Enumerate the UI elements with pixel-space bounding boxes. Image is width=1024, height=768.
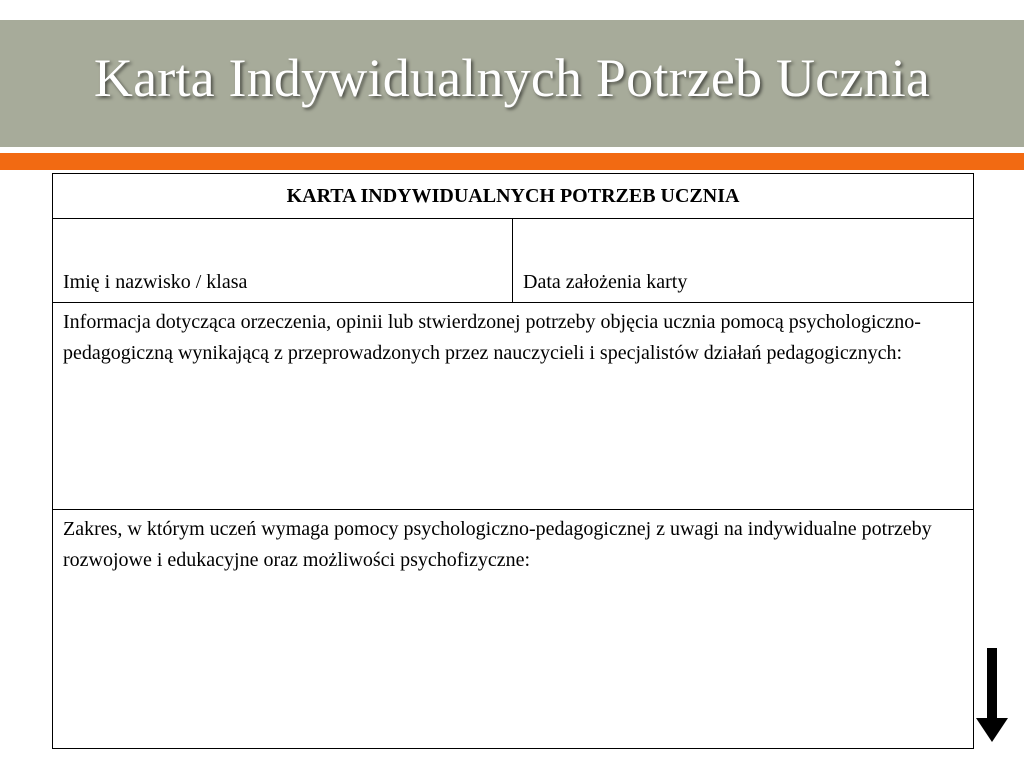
card-date-field[interactable]: [513, 219, 974, 303]
scope-row: [53, 510, 974, 749]
student-details-row: [53, 219, 974, 303]
info-field[interactable]: [53, 303, 974, 510]
card-date-label: Data założenia karty: [523, 271, 688, 293]
scope-field[interactable]: [53, 510, 974, 749]
name-class-label: Imię i nazwisko / klasa: [63, 271, 248, 293]
slide-title: Karta Indywidualnych Potrzeb Ucznia: [93, 47, 931, 108]
card-header-row: [53, 174, 974, 219]
down-arrow-icon[interactable]: [976, 648, 1008, 742]
student-needs-card: [52, 173, 974, 749]
accent-divider-orange: [0, 153, 1024, 170]
info-label: Informacja dotycząca orzeczenia, opinii lub stwierdzonej potrzeby objęcia ucznia pomocą psychologiczno-pedagogiczną wynikającą z przeprowadzonych przez nauczycieli i specjalistów działań pedagogicznych:: [63, 311, 921, 364]
accent-divider-thin: [0, 148, 1024, 151]
scope-label: Zakres, w którym uczeń wymaga pomocy psychologiczno-pedagogicznej z uwagi na indywidualne potrzeby rozwojowe i edukacyjne oraz możliwości psychofizyczne:: [63, 518, 932, 571]
name-class-field[interactable]: [53, 219, 513, 303]
card-header: KARTA INDYWIDUALNYCH POTRZEB UCZNIA: [53, 174, 974, 219]
info-row: [53, 303, 974, 510]
